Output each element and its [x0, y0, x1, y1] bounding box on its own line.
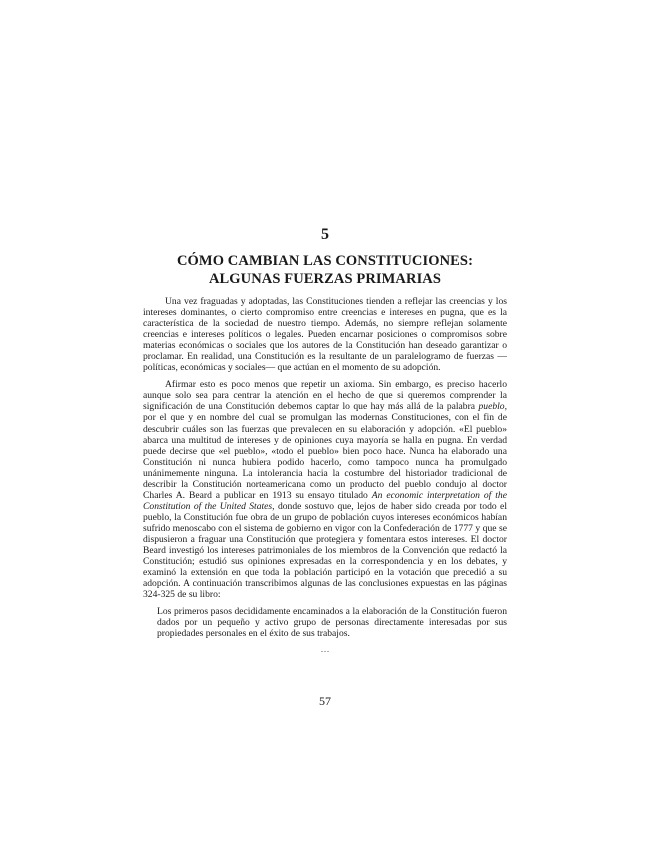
- chapter-title: [143, 252, 507, 288]
- block-quote: Los primeros pasos decididamente encaminados a la elaboración de la Constitución fueron dados por un pequeño y activo grupo de personas directamente interesadas por sus propiedades personales en el éxito de sus trabajos.: [157, 606, 507, 640]
- paragraph-2-part-c: donde sostuvo que, lejos de haber sido creada por todo el pueblo, la Constitución fue obra de un grupo de población cuyos intereses económicos habían sufrido menoscabo con el sistema de gobierno en vigor con la Confederación de 1777 y que se dispusieron a fraguar una Constitución que protegiera y fomentara estos intereses. El doctor Beard investigó los intereses patrimoniales de los miembros de la Convención que redactó la Constitución; estudió sus opiniones expresadas en la correspondencia y en los debates, y examinó la extensión en que toda la población participó en la votación que precedió a su adopción. A continuación transcribimos algunas de las conclusiones expuestas en las páginas 324-325 de su libro:: [143, 500, 507, 601]
- paragraph-1: Una vez fraguadas y adoptadas, las Constituciones tienden a reflejar las creencias y los intereses dominantes, o cierto compromiso entre creencias e intereses en pugna, que es la característica de la sociedad de nuestro tiempo. Además, no siempre reflejan solamente creencias e intereses políticos o legales. Pueden encarnar posiciones o compromisos sobre materias económicas o sociales que los autores de la Constitución han deseado garantizar o proclamar. En realidad, una Constitución es la resultante de un paralelogramo de fuerzas —políticas, económicas y sociales— que actúan en el momento de su adopción.: [143, 296, 507, 374]
- chapter-number: 5: [321, 226, 329, 243]
- paragraph-2-part-a: Afirmar esto es poco menos que repetir un axioma. Sin embargo, es preciso hacerlo aunque solo sea para centrar la atención en el hecho de que si queremos comprender la significación de una Constitución debemos captar lo que hay más allá de la palabra: [143, 379, 507, 413]
- chapter-title-line-2: ALGUNAS FUERZAS PRIMARIAS: [208, 271, 442, 287]
- page-number: 57: [319, 694, 331, 708]
- book-title: An economic interpretation of the Constitution of the United States,: [143, 489, 507, 512]
- word-pueblo: pueblo,: [478, 401, 507, 413]
- chapter-body: [143, 296, 507, 655]
- ellipsis: …: [320, 644, 330, 655]
- chapter-title-line-1: CÓMO CAMBIAN LAS CONSTITUCIONES:: [176, 253, 474, 269]
- paragraph-2-part-b: por el que y en nombre del cual se promulgan las modernas Constituciones, con el fin de descubrir cuáles son las fuerzas que prevalecen en su elaboración y adopción. «El pueblo» abarca una multitud de intereses y de opiniones cuya mayoría se halla en pugna. En verdad puede decirse que «el pueblo», «todo el pueblo» bien poco hace. Nunca ha elaborado una Constitución ni nunca hubiera podido hacerlo, como tampoco nunca ha promulgado unánimemente ninguna. La intolerancia hacia la costumbre del historiador tradicional de describir la Constitución norteamericana como un producto del pueblo condujo al doctor Charles A. Beard a publicar en 1913 su ensayo titulado: [143, 412, 507, 501]
- paragraph-2: [143, 379, 507, 600]
